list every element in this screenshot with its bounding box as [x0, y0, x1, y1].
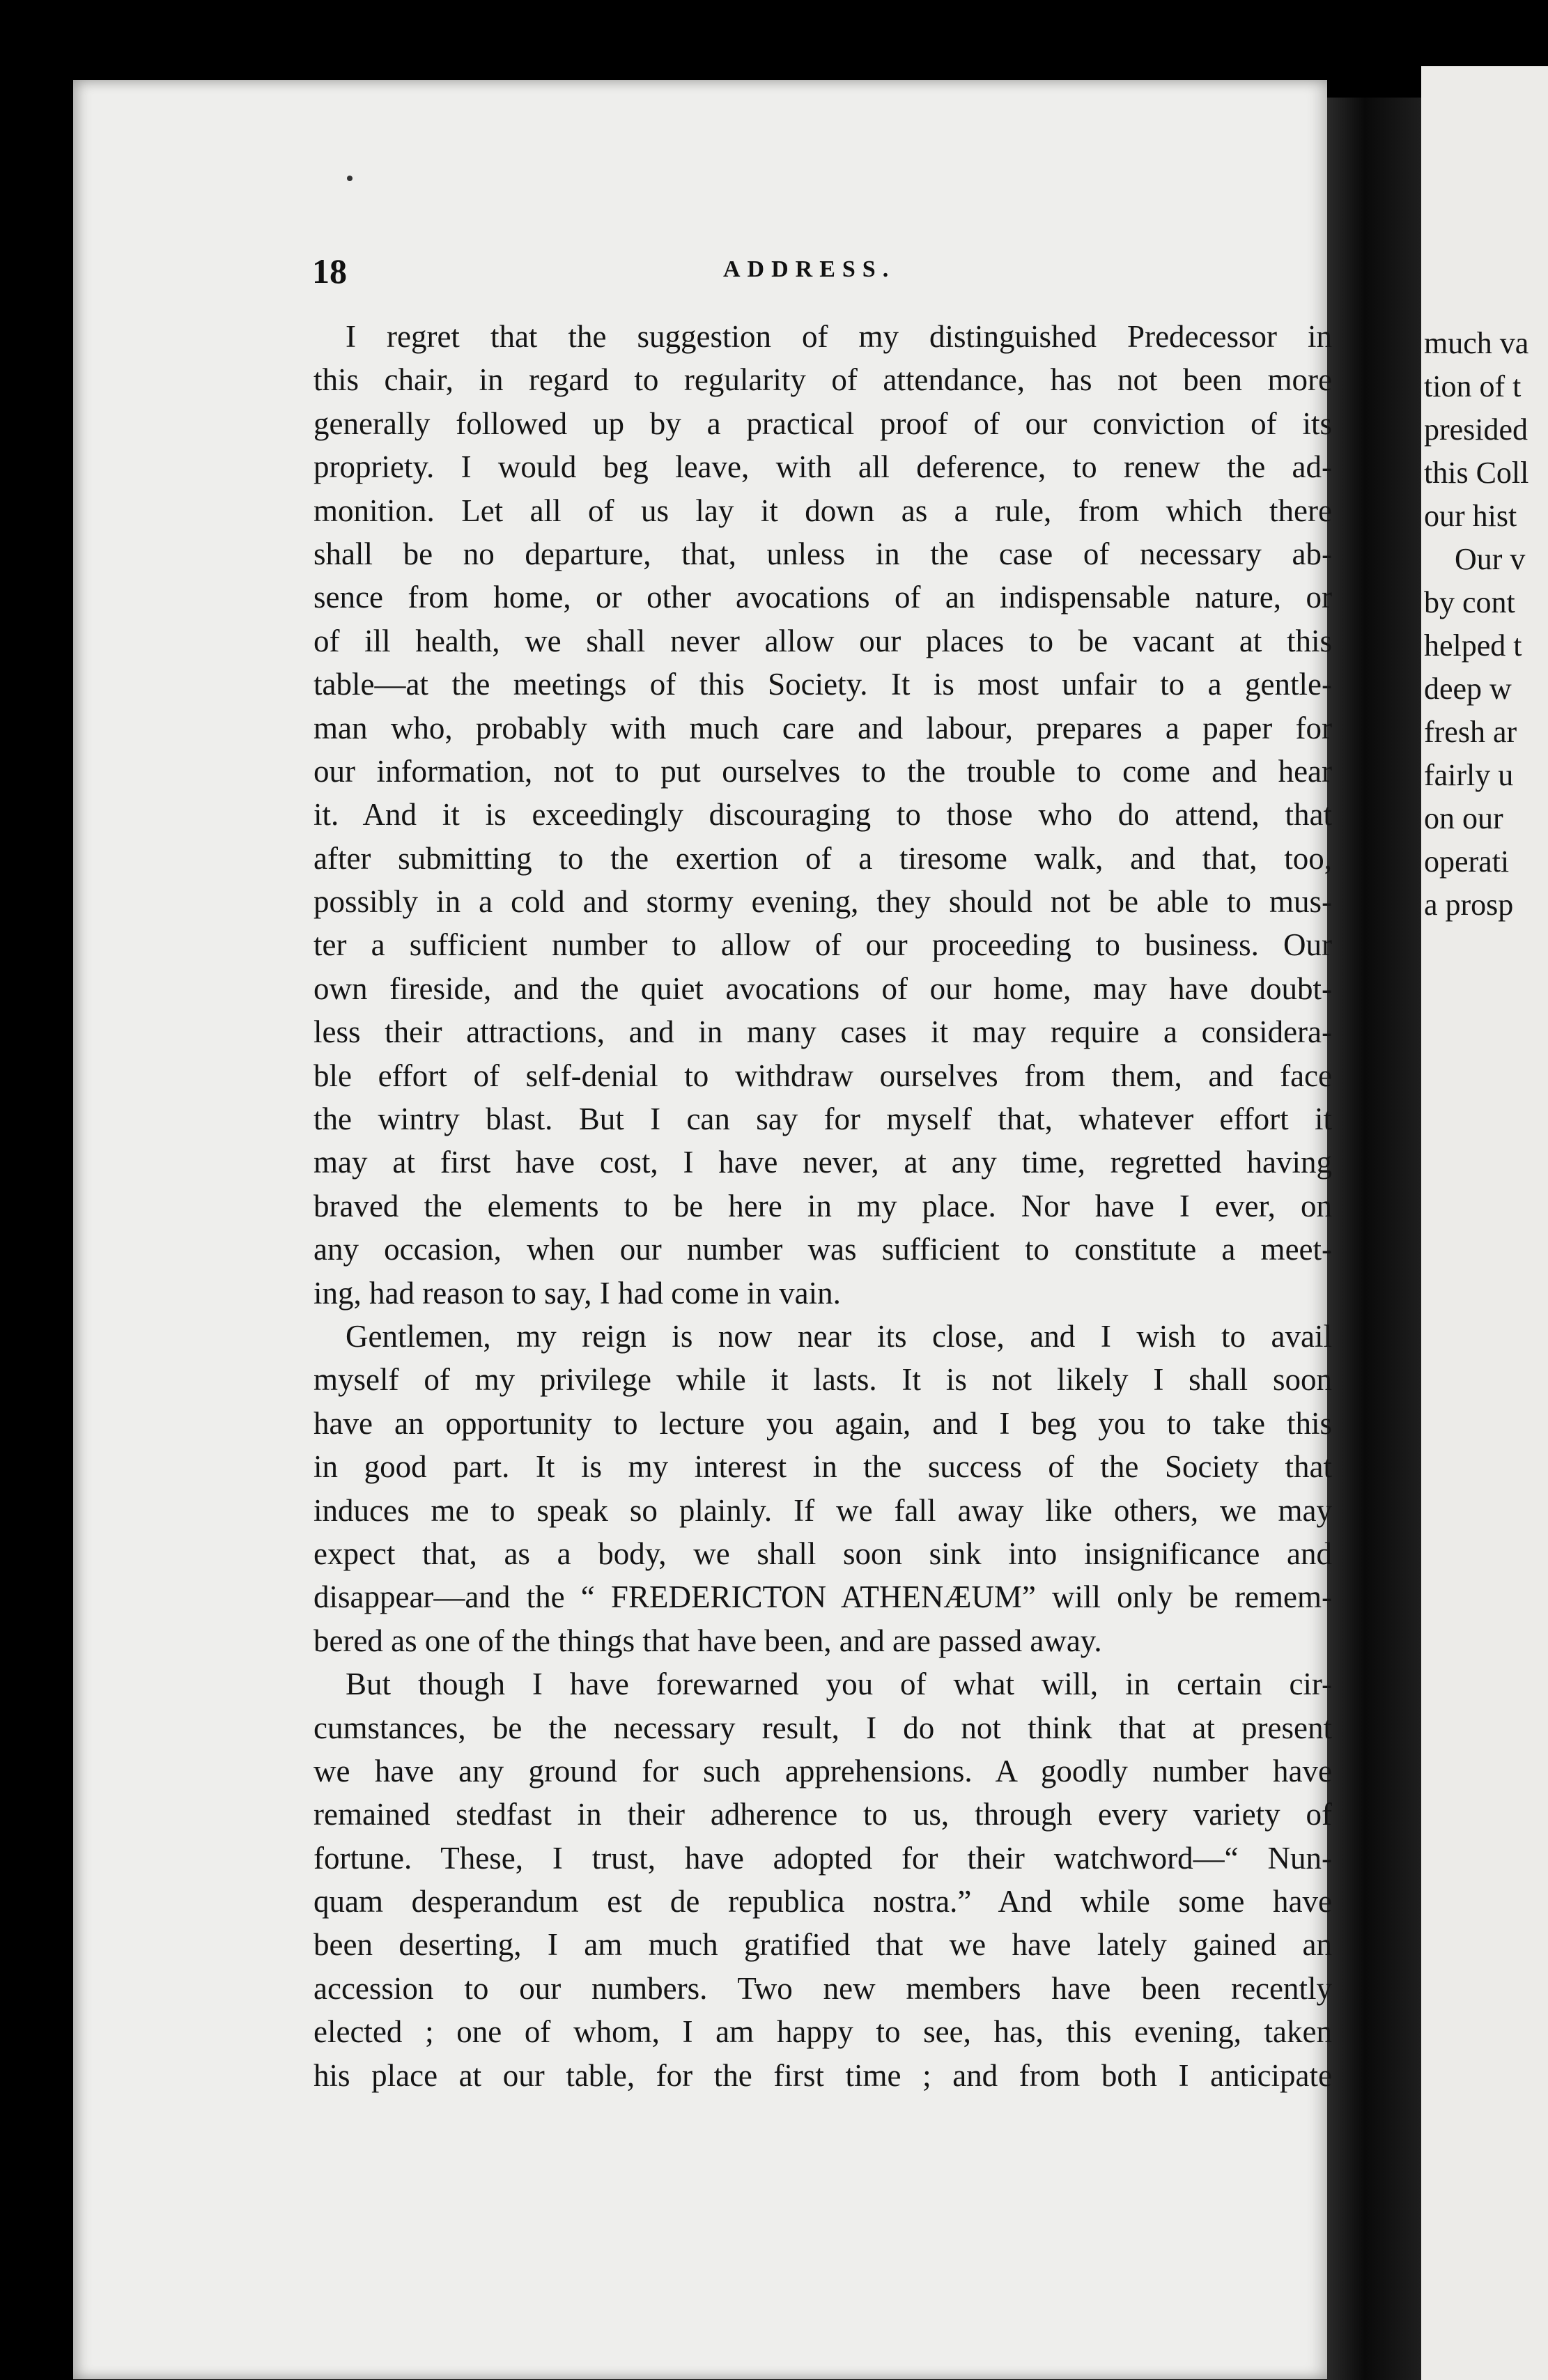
text-line: fortune. These, I trust, have adopted for their watchword—“ Nun-: [314, 1840, 1332, 1876]
facing-line: fairly u: [1424, 758, 1514, 792]
text-line: myself of my privilege while it lasts. It is not likely I shall soon: [314, 1362, 1332, 1398]
text-line: expect that, as a body, we shall soon sink into insignificance and: [314, 1536, 1332, 1571]
text-line: elected ; one of whom, I am happy to see, has, this evening, taken: [314, 2014, 1332, 2050]
text-line: monition. Let all of us lay it down as a rule, from which there: [314, 493, 1332, 528]
text-line: remained stedfast in their adherence to us, through every variety of: [314, 1797, 1332, 1832]
text-line: disappear—and the “ FREDERICTON ATHENÆUM” will only be remem-: [314, 1579, 1332, 1615]
scan-edge-left: [0, 0, 73, 2380]
text-line: our information, not to put ourselves to the trouble to come and hear: [314, 753, 1332, 789]
page-number: 18: [312, 252, 347, 291]
text-line: less their attractions, and in many cases it may require a considera-: [314, 1014, 1332, 1050]
facing-line: operati: [1424, 844, 1510, 879]
facing-line: Our v: [1455, 542, 1526, 576]
text-line: bered as one of the things that have been, and are passed away.: [314, 1623, 1102, 1658]
text-line: accession to our numbers. Two new members have been recently: [314, 1970, 1332, 2006]
running-head-title: ADDRESS.: [723, 256, 896, 282]
text-line: any occasion, when our number was sufficient to constitute a meet-: [314, 1232, 1332, 1267]
text-line: own fireside, and the quiet avocations of our home, may have doubt-: [314, 971, 1332, 1006]
text-line: have an opportunity to lecture you again, and I beg you to take this: [314, 1405, 1332, 1441]
facing-line: on our: [1424, 801, 1503, 835]
facing-line: this Coll: [1424, 456, 1529, 490]
text-line: braved the elements to be here in my place. Nor have I ever, on: [314, 1188, 1332, 1223]
facing-line: tion of t: [1424, 369, 1522, 403]
text-line: Gentlemen, my reign is now near its close, and I wish to avail: [346, 1318, 1332, 1354]
text-line: it. And it is exceedingly discouraging to those who do attend, that: [314, 797, 1332, 833]
text-line: in good part. It is my interest in the success of the Society that: [314, 1449, 1332, 1485]
running-head: [312, 251, 1329, 293]
facing-line: much va: [1424, 326, 1529, 360]
text-line: quam desperandum est de republica nostra.” And while some have: [314, 1884, 1332, 1919]
text-line: But though I have forewarned you of what will, in certain cir-: [346, 1667, 1332, 1702]
text-line: of ill health, we shall never allow our places to be vacant at this: [314, 623, 1332, 658]
scan-speck: [347, 176, 353, 181]
text-line: ble effort of self-denial to withdraw ourselves from them, and face: [314, 1058, 1332, 1093]
text-line: shall be no departure, that, unless in the case of necessary ab-: [314, 536, 1332, 571]
body-text: [314, 315, 1332, 2097]
facing-line: helped t: [1424, 628, 1522, 663]
text-line: the wintry blast. But I can say for myself that, whatever effort it: [314, 1102, 1332, 1137]
text-line: after submitting to the exertion of a tiresome walk, and that, too,: [314, 840, 1332, 876]
text-line: table—at the meetings of this Society. It is most unfair to a gentle-: [314, 667, 1332, 702]
text-line: I regret that the suggestion of my distinguished Predecessor in: [346, 319, 1332, 354]
text-line: ing, had reason to say, I had come in vain.: [314, 1275, 841, 1311]
facing-line: fresh ar: [1424, 715, 1517, 749]
text-line: cumstances, be the necessary result, I do not think that at present: [314, 1710, 1332, 1745]
text-line: his place at our table, for the first time ; and from both I anticipate: [314, 2057, 1332, 2093]
facing-line: our hist: [1424, 499, 1517, 533]
facing-line: presided: [1424, 412, 1528, 447]
text-line: propriety. I would beg leave, with all deference, to renew the ad-: [314, 449, 1332, 485]
facing-line: by cont: [1424, 585, 1515, 619]
text-line: man who, probably with much care and labour, prepares a paper for: [314, 710, 1332, 745]
text-line: we have any ground for such apprehensions. A goodly number have: [314, 1753, 1332, 1788]
facing-page-text: [1424, 322, 1548, 927]
text-line: may at first have cost, I have never, at any time, regretted having: [314, 1145, 1332, 1180]
text-line: possibly in a cold and stormy evening, they should not be able to mus-: [314, 884, 1332, 920]
book-gutter: [1327, 98, 1421, 2380]
facing-line: deep w: [1424, 672, 1512, 706]
facing-line: a prosp: [1424, 888, 1514, 922]
text-line: sence from home, or other avocations of an indispensable nature, or: [314, 580, 1332, 615]
text-line: induces me to speak so plainly. If we fall away like others, we may: [314, 1492, 1332, 1528]
text-line: ter a sufficient number to allow of our proceeding to business. Our: [314, 927, 1332, 963]
text-line: been deserting, I am much gratified that we have lately gained an: [314, 1927, 1332, 1963]
text-line: generally followed up by a practical proof of our conviction of its: [314, 405, 1332, 441]
text-line: this chair, in regard to regularity of attendance, has not been more: [314, 362, 1332, 398]
